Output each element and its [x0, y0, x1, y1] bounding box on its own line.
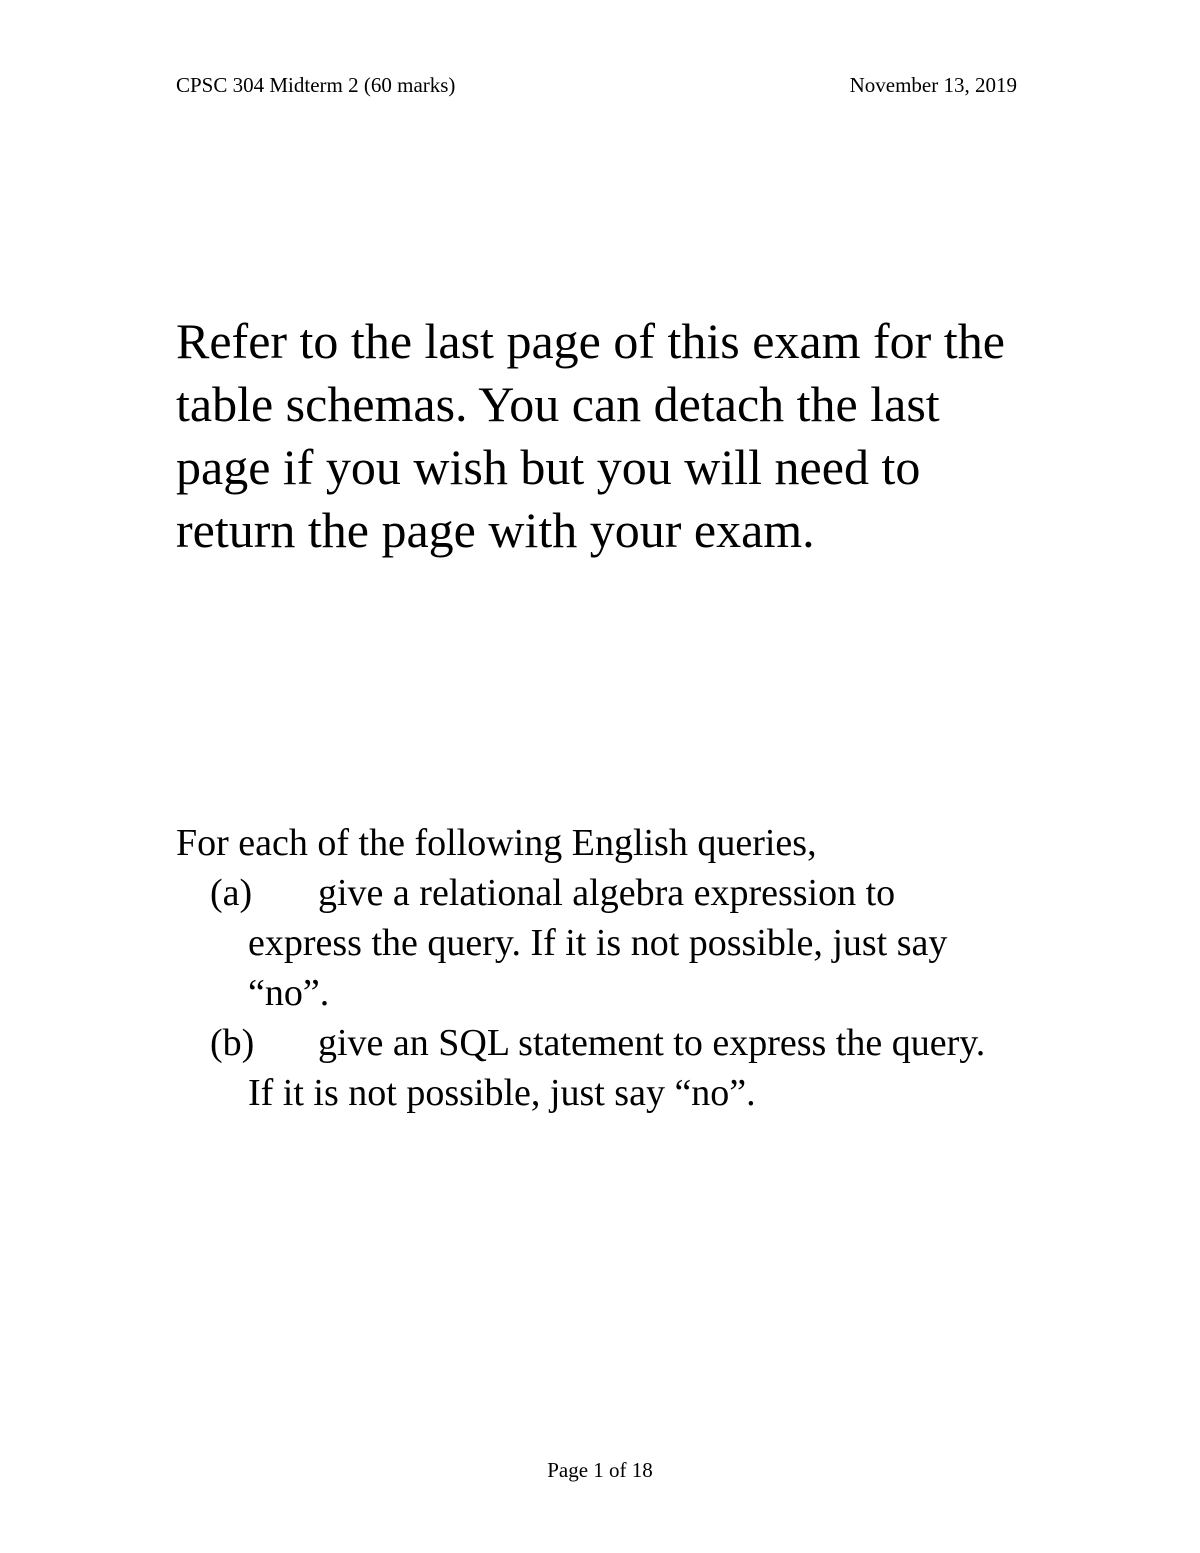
page-number: Page 1 of 18	[547, 1458, 653, 1482]
list-item-text: give a relational algebra expression to express the query. If it is not possible, just say “no”.	[248, 872, 948, 1014]
instructions-list	[176, 868, 996, 1118]
list-item-text: give an SQL statement to express the query. If it is not possible, just say “no”.	[248, 1022, 986, 1114]
header-course-title: CPSC 304 Midterm 2 (60 marks)	[176, 73, 456, 97]
intro-paragraph: Refer to the last page of this exam for the table schemas. You can detach the last page if you wish but you will need to return the page with your exam.	[176, 313, 1005, 558]
list-item-marker: (a)	[210, 872, 253, 914]
header-date: November 13, 2019	[849, 73, 1017, 97]
list-item-marker: (b)	[210, 1022, 255, 1064]
list-item	[176, 868, 996, 1018]
instructions-lead: For each of the following English queries,	[176, 822, 817, 864]
instructions-section	[176, 818, 996, 1118]
list-item	[176, 1018, 996, 1118]
